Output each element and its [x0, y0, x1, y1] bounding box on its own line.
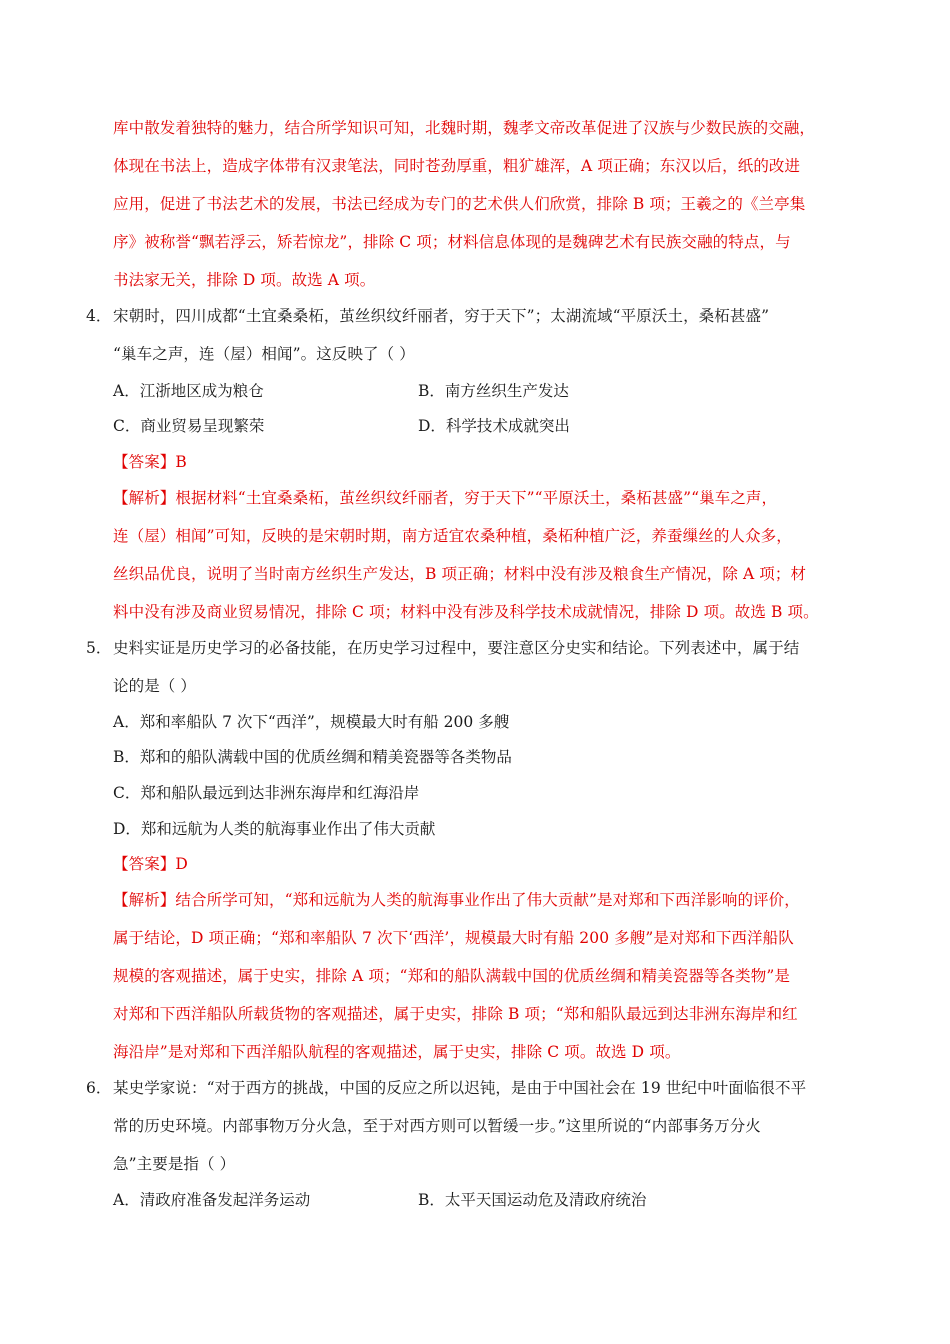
- analysis-line: 属于结论，D 项正确；“郑和率船队 7 次下‘西洋’，规模最大时有船 200 多艘”是对郑和下西洋船队: [113, 929, 794, 947]
- question-stem: “巢车之声，连（屋）相闻”。这反映了（ ）: [113, 345, 415, 363]
- prev-analysis-line: 序》被称誉“飘若浮云，矫若惊龙”，排除 C 项；材料信息体现的是魏碑艺术有民族交融的特点，与: [113, 233, 791, 251]
- question-stem: 某史学家说：“对于西方的挑战，中国的反应之所以迟钝，是由于中国社会在 19 世纪中叶面临很不平: [113, 1079, 807, 1097]
- answer-label: 【答案】B: [113, 453, 187, 471]
- analysis-line: 规模的客观描述，属于史实，排除 A 项；“郑和的船队满载中国的优质丝绸和精美瓷器等各类物”是: [113, 967, 790, 985]
- option-a: A．清政府准备发起洋务运动: [113, 1191, 311, 1209]
- question-stem: 常的历史环境。内部事物万分火急，至于对西方则可以暂缓一步。”这里所说的“内部事务万分火: [113, 1117, 761, 1135]
- analysis-line: 海沿岸”是对郑和下西洋船队航程的客观描述，属于史实，排除 C 项。故选 D 项。: [113, 1043, 681, 1061]
- question-stem: 论的是（ ）: [113, 677, 197, 695]
- option-a: A．郑和率船队 7 次下“西洋”，规模最大时有船 200 多艘: [113, 713, 510, 731]
- answer-label: 【答案】D: [113, 855, 188, 873]
- question-number: 4．: [86, 307, 112, 325]
- option-c: C．商业贸易呈现繁荣: [113, 417, 265, 435]
- analysis-line: 丝织品优良，说明了当时南方丝织生产发达，B 项正确；材料中没有涉及粮食生产情况，除 A 项；材: [113, 565, 807, 583]
- question-number: 5．: [86, 639, 112, 657]
- option-b: B．南方丝织生产发达: [418, 382, 569, 400]
- prev-analysis-line: 应用，促进了书法艺术的发展，书法已经成为专门的艺术供人们欣赏，排除 B 项；王羲之的《兰亭集: [113, 195, 806, 213]
- analysis-line: 对郑和下西洋船队所载货物的客观描述，属于史实，排除 B 项；“郑和船队最远到达非洲东海岸和红: [113, 1005, 798, 1023]
- option-a: A．江浙地区成为粮仓: [113, 382, 264, 400]
- option-c: C．郑和船队最远到达非洲东海岸和红海沿岸: [113, 784, 420, 802]
- analysis-line: 【解析】结合所学可知，“郑和远航为人类的航海事业作出了伟大贡献”是对郑和下西洋影响的评价，: [113, 891, 800, 909]
- question-stem: 宋朝时，四川成都“土宜桑桑柘，茧丝织纹纤丽者，穷于天下”；太湖流域“平原沃土，桑柘甚盛”: [113, 307, 770, 325]
- analysis-line: 连（屋）相闻”可知，反映的是宋朝时期，南方适宜农桑种植，桑柘种植广泛，养蚕缫丝的人众多，: [113, 527, 792, 545]
- question-number: 6．: [86, 1079, 112, 1097]
- prev-analysis-line: 库中散发着独特的魅力，结合所学知识可知，北魏时期，魏孝文帝改革促进了汉族与少数民族的交融，: [113, 119, 816, 137]
- prev-analysis-line: 书法家无关，排除 D 项。故选 A 项。: [113, 271, 376, 289]
- prev-analysis-line: 体现在书法上，造成字体带有汉隶笔法，同时苍劲厚重，粗犷雄浑，A 项正确；东汉以后，纸的改进: [113, 157, 801, 175]
- question-stem: 急”主要是指（ ）: [113, 1155, 236, 1173]
- analysis-line: 料中没有涉及商业贸易情况，排除 C 项；材料中没有涉及科学技术成就情况，排除 D 项。故选 B 项。: [113, 603, 819, 621]
- option-b: B．郑和的船队满载中国的优质丝绸和精美瓷器等各类物品: [113, 748, 512, 766]
- question-stem: 史料实证是历史学习的必备技能，在历史学习过程中，要注意区分史实和结论。下列表述中，属于结: [113, 639, 800, 657]
- analysis-line: 【解析】根据材料“土宜桑桑柘，茧丝织纹纤丽者，穷于天下”“平原沃土，桑柘甚盛”“巢车之声，: [113, 489, 778, 507]
- option-d: D．郑和远航为人类的航海事业作出了伟大贡献: [113, 820, 436, 838]
- option-b: B．太平天国运动危及清政府统治: [418, 1191, 647, 1209]
- option-d: D．科学技术成就突出: [418, 417, 570, 435]
